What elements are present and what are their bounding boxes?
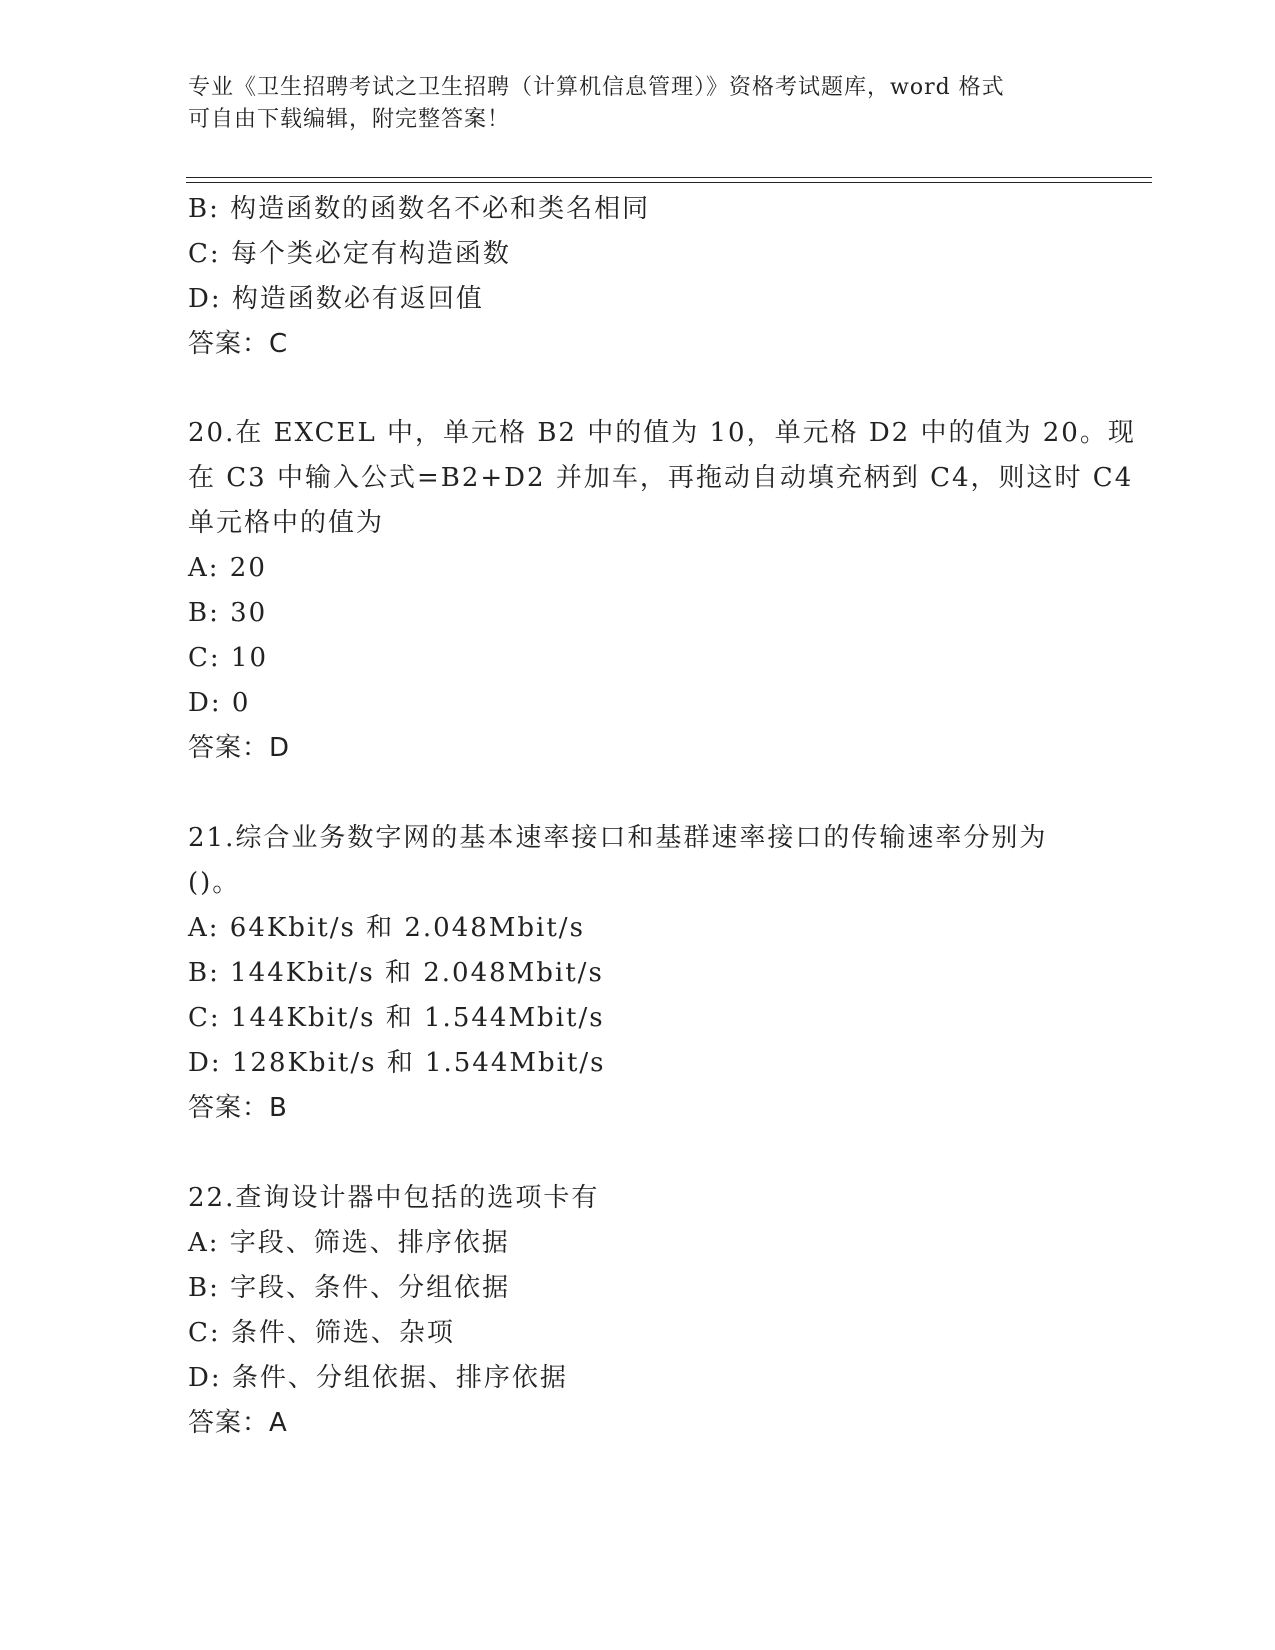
q19-option-c: C: 每个类必定有构造函数: [188, 239, 511, 269]
q21-option-d: D: 128Kbit/s 和 1.544Mbit/s: [188, 1048, 606, 1078]
q21-question-line-2: ()。: [188, 868, 241, 898]
q21-option-c: C: 144Kbit/s 和 1.544Mbit/s: [188, 1003, 605, 1033]
header-rule-top: [186, 177, 1152, 178]
document-header: [188, 72, 1068, 136]
header-line-2: 可自由下载编辑，附完整答案！: [188, 107, 511, 132]
q22-option-c: C: 条件、筛选、杂项: [188, 1318, 455, 1348]
q20-option-b: B: 30: [188, 598, 268, 628]
q20-answer: 答案：D: [188, 733, 291, 763]
q21-answer: 答案：B: [188, 1093, 288, 1123]
q19-option-b: B: 构造函数的函数名不必和类名相同: [188, 194, 651, 224]
q20-option-d: D: 0: [188, 688, 251, 718]
q19-option-d: D: 构造函数必有返回值: [188, 284, 484, 314]
q21-option-a: A: 64Kbit/s 和 2.048Mbit/s: [188, 913, 585, 943]
q20-question-line-2: 在 C3 中输入公式=B2+D2 并加车，再拖动自动填充柄到 C4，则这时 C4: [188, 463, 1134, 493]
q20-option-c: C: 10: [188, 643, 269, 673]
q19-answer: 答案：C: [188, 329, 289, 359]
q22-question-line-1: 22.查询设计器中包括的选项卡有: [188, 1183, 600, 1213]
q20-question-line-3: 单元格中的值为: [188, 508, 385, 538]
q22-option-d: D: 条件、分组依据、排序依据: [188, 1363, 568, 1393]
header-rule-bottom: [186, 182, 1152, 183]
q21-question-line-1: 21.综合业务数字网的基本速率接口和基群速率接口的传输速率分别为: [188, 823, 1048, 853]
header-line-1: 专业《卫生招聘考试之卫生招聘（计算机信息管理）》资格考试题库，word 格式: [188, 75, 1005, 100]
q21-option-b: B: 144Kbit/s 和 2.048Mbit/s: [188, 958, 604, 988]
q22-option-b: B: 字段、条件、分组依据: [188, 1273, 511, 1303]
q22-option-a: A: 字段、筛选、排序依据: [188, 1228, 510, 1258]
q20-option-a: A: 20: [188, 553, 267, 583]
q20-question-line-1: 20.在 EXCEL 中，单元格 B2 中的值为 10，单元格 D2 中的值为 20。现: [188, 418, 1136, 448]
q22-answer: 答案：A: [188, 1408, 288, 1438]
